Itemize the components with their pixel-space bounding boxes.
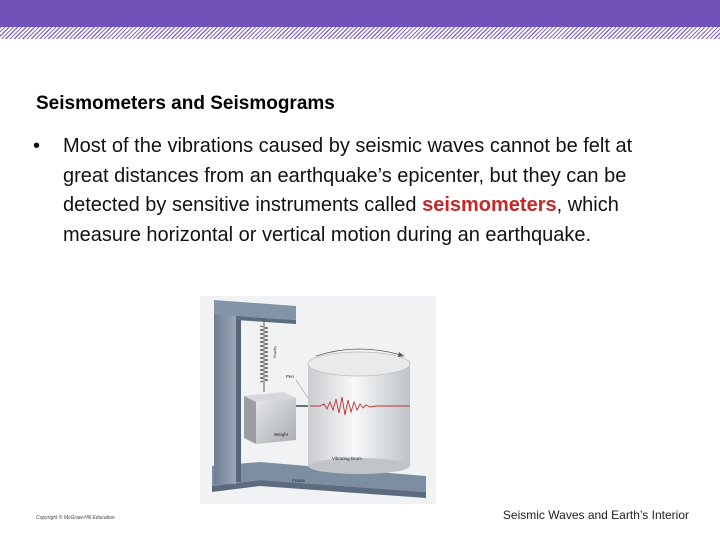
bullet-marker: • xyxy=(33,135,41,157)
seismometer-diagram xyxy=(200,296,436,504)
copyright-notice: Copyright © McGraw-Hill Education xyxy=(36,515,115,521)
slide-title: Seismometers and Seismograms xyxy=(36,93,335,114)
bullet-item xyxy=(33,132,673,250)
drum-label: Vibrating Drum xyxy=(332,456,362,461)
frame-post xyxy=(214,304,236,484)
pen-label: Pen xyxy=(286,374,295,379)
recording-drum xyxy=(308,364,410,466)
spring-label: Spring xyxy=(273,346,278,358)
footer-chapter-title: Seismic Waves and Earth’s Interior xyxy=(502,508,689,522)
header-stripe xyxy=(0,27,720,39)
weight-label: Weight xyxy=(274,432,288,437)
weight-block xyxy=(256,398,296,444)
bullet-highlight-term: seismometers xyxy=(422,194,557,216)
bullet-text-end: , which measure horizontal or vertical motion during an earthquake. xyxy=(63,194,619,246)
bullet-text-start: Most of the vibrations caused by seismic waves cannot be felt at great distances from an earthquake’s epicenter, but they can be detected by sensitive instruments called xyxy=(63,135,633,216)
bullet-text xyxy=(63,132,673,250)
header-bar xyxy=(0,0,720,27)
frame-label: Frame xyxy=(292,478,306,483)
seismometer-illustration xyxy=(200,296,436,504)
